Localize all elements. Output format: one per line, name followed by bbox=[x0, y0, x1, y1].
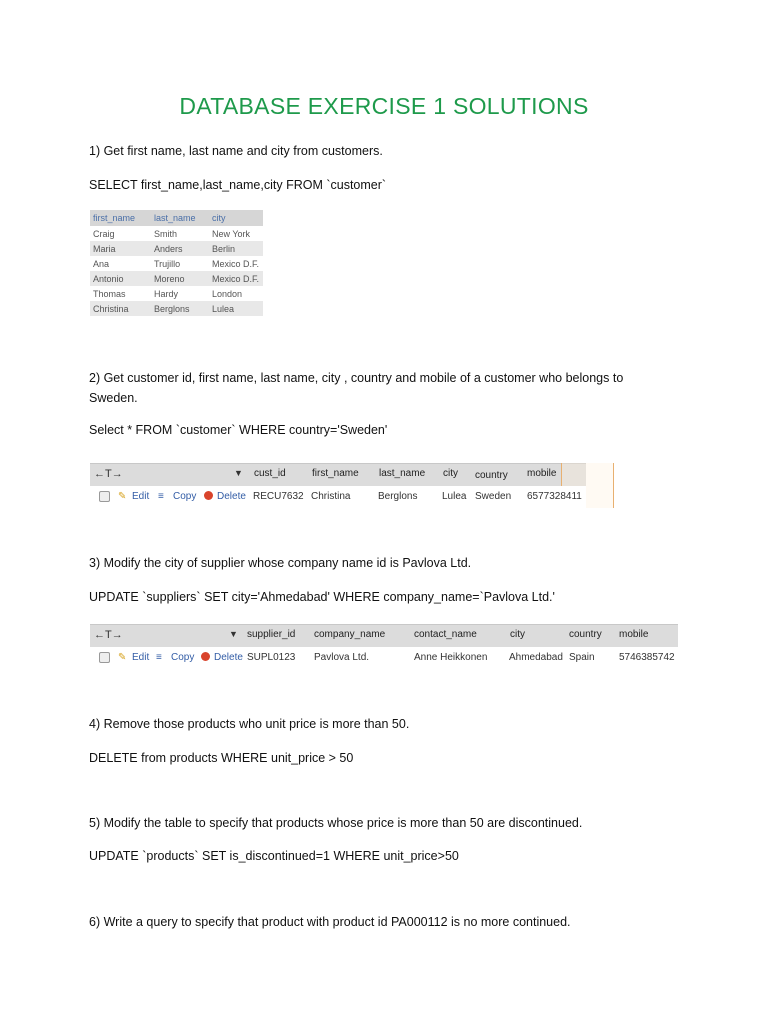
delete-icon[interactable] bbox=[204, 491, 213, 502]
row-checkbox[interactable] bbox=[99, 652, 110, 666]
page-title: DATABASE EXERCISE 1 SOLUTIONS bbox=[179, 93, 589, 119]
table-cell: RECU7632 bbox=[253, 491, 304, 502]
table-cell: Berglons bbox=[151, 301, 209, 316]
table-cell: Mexico D.F. bbox=[209, 256, 263, 271]
sql-5: UPDATE `products` SET is_discontinued=1 WHERE unit_price>50 bbox=[89, 849, 459, 863]
question-3: 3) Modify the city of supplier whose company name id is Pavlova Ltd. bbox=[89, 556, 472, 570]
copy-link[interactable]: Copy bbox=[171, 652, 195, 663]
column-header[interactable]: country bbox=[569, 629, 602, 640]
chevron-down-icon[interactable]: ▼ bbox=[234, 468, 243, 478]
question-5: 5) Modify the table to specify that products whose price is more than 50 are discontinued. bbox=[89, 816, 583, 830]
delete-icon[interactable] bbox=[201, 652, 210, 663]
delete-link[interactable]: Delete bbox=[214, 652, 243, 663]
column-header[interactable]: last_name bbox=[379, 468, 426, 479]
table-cell: Trujillo bbox=[151, 256, 209, 271]
table-cell: Thomas bbox=[90, 286, 151, 301]
row-checkbox[interactable] bbox=[99, 491, 110, 505]
table-cell: Berglons bbox=[378, 491, 418, 502]
pencil-icon[interactable]: ✎ bbox=[118, 652, 127, 663]
table-cell: Berlin bbox=[209, 241, 263, 256]
table-row bbox=[90, 241, 263, 256]
column-arrows-icon[interactable]: ←T→ bbox=[94, 468, 123, 480]
table-cell: Ahmedabad bbox=[509, 652, 563, 663]
column-header[interactable]: cust_id bbox=[254, 468, 286, 479]
column-header[interactable]: supplier_id bbox=[247, 629, 296, 640]
column-header[interactable]: country bbox=[475, 470, 508, 481]
table-cell: 5746385742 bbox=[619, 652, 675, 663]
table-cell: Smith bbox=[151, 226, 209, 241]
table-cell: London bbox=[209, 286, 263, 301]
table-row bbox=[90, 301, 263, 316]
table-cell: 6577328411 bbox=[527, 491, 582, 502]
table-cell: Lulea bbox=[209, 301, 263, 316]
result-grid-2 bbox=[90, 463, 586, 509]
chevron-down-icon[interactable]: ▼ bbox=[229, 629, 238, 639]
table-cell: Pavlova Ltd. bbox=[314, 652, 370, 663]
column-header[interactable]: mobile bbox=[619, 629, 649, 640]
table-cell: Moreno bbox=[151, 271, 209, 286]
table-cell: Hardy bbox=[151, 286, 209, 301]
sql-1: SELECT first_name,last_name,city FROM `customer` bbox=[89, 178, 387, 192]
question-6: 6) Write a query to specify that product with product id PA000112 is no more continued. bbox=[89, 915, 571, 929]
table-cell: Christina bbox=[90, 301, 151, 316]
table-cell: Lulea bbox=[442, 491, 467, 502]
table-cell: Christina bbox=[311, 491, 351, 502]
copy-icon[interactable]: ≡ bbox=[158, 491, 164, 502]
sql-2: Select * FROM `customer` WHERE country='Sweden' bbox=[89, 423, 388, 437]
table-row bbox=[90, 256, 263, 271]
table-cell: Anne Heikkonen bbox=[414, 652, 488, 663]
sql-3: UPDATE `suppliers` SET city='Ahmedabad' WHERE company_name=`Pavlova Ltd.' bbox=[89, 590, 555, 604]
table-cell: Anders bbox=[151, 241, 209, 256]
column-header[interactable]: contact_name bbox=[414, 629, 477, 640]
column-header: city bbox=[209, 210, 263, 226]
table-cell: New York bbox=[209, 226, 263, 241]
question-2: 2) Get customer id, first name, last name, city , country and mobile of a customer who belongs to Sweden. bbox=[89, 371, 624, 405]
column-header: last_name bbox=[151, 210, 209, 226]
table-cell: Mexico D.F. bbox=[209, 271, 263, 286]
table-row bbox=[90, 286, 263, 301]
table-row bbox=[90, 486, 586, 508]
copy-link[interactable]: Copy bbox=[173, 491, 197, 502]
edit-link[interactable]: Edit bbox=[132, 652, 150, 663]
column-header: first_name bbox=[90, 210, 151, 226]
table-row bbox=[90, 647, 678, 669]
table-cell: Maria bbox=[90, 241, 151, 256]
table-row bbox=[90, 226, 263, 241]
column-header[interactable]: first_name bbox=[312, 468, 359, 479]
copy-icon[interactable]: ≡ bbox=[156, 652, 162, 663]
result-table-1 bbox=[90, 210, 263, 316]
delete-link[interactable]: Delete bbox=[217, 491, 246, 502]
table-cell: Sweden bbox=[475, 491, 512, 502]
column-header[interactable]: city bbox=[510, 629, 525, 640]
table-cell: Ana bbox=[90, 256, 151, 271]
question-4: 4) Remove those products who unit price is more than 50. bbox=[89, 717, 410, 731]
table-row bbox=[90, 271, 263, 286]
pencil-icon[interactable]: ✎ bbox=[118, 491, 127, 502]
result-grid-3 bbox=[90, 624, 678, 670]
column-header[interactable]: company_name bbox=[314, 629, 386, 640]
sql-4: DELETE from products WHERE unit_price > 50 bbox=[89, 751, 354, 765]
column-header[interactable]: mobile bbox=[527, 468, 557, 479]
table-cell: SUPL0123 bbox=[247, 652, 296, 663]
question-1: 1) Get first name, last name and city from customers. bbox=[89, 144, 383, 158]
table-cell: Antonio bbox=[90, 271, 151, 286]
table-cell: Craig bbox=[90, 226, 151, 241]
edit-link[interactable]: Edit bbox=[132, 491, 150, 502]
column-header[interactable]: city bbox=[443, 468, 458, 479]
column-arrows-icon[interactable]: ←T→ bbox=[94, 629, 123, 641]
table-cell: Spain bbox=[569, 652, 595, 663]
